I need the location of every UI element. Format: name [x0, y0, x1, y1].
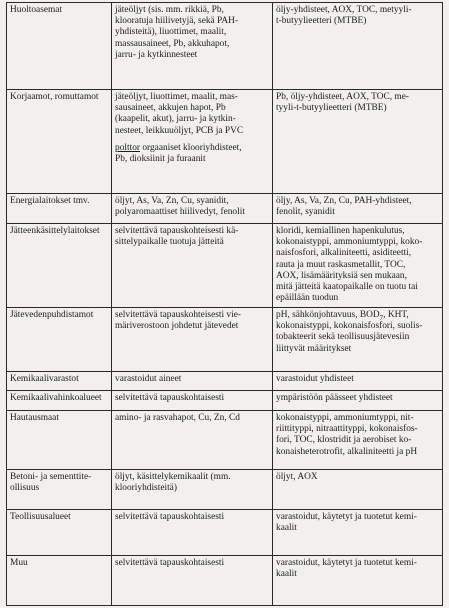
analyses-cell: kokonaistyppi, ammoniumtyppi, nit- riittityppi, nitraattityppi, kokonaisfos- fori, TOC, klostridit ja aerobiset ko- konaisheterotrofit, alkaliniteetti ja pH [273, 411, 443, 470]
analyses-cell: öljyt, AOX [273, 470, 443, 510]
substances-cell: jäteöljyt (sis. mm. rikkiä, Pb, klooratuja hiilivetyjä, sekä PAH- yhdisteitä), liuottimet, maalit, massausaineet, Pb, akkuhapot, jarru- ja kytkinnesteet [112, 3, 273, 90]
analyses-cell: varastoidut, käytetyt ja tuotetut kemi- kaalit [273, 510, 443, 556]
table-row [7, 90, 443, 194]
source-cell: Hautausmaat [7, 411, 112, 470]
source-cell: Kemikaalivahinkoalueet [7, 391, 112, 411]
analyses-cell: öljy, As, Va, Zn, Cu, PAH-yhdisteet, fenolit, syanidit [273, 194, 443, 224]
table-row [7, 411, 443, 470]
source-cell: Jätteenkäsittelylaitokset [7, 224, 112, 308]
substances-cell: öljyt, käsittelykemikaalit (mm. klooriyhdisteitä) [112, 470, 273, 510]
table-row [7, 470, 443, 510]
table-row [7, 194, 443, 224]
source-cell: Huoltoasemat [7, 3, 112, 90]
table-row [7, 3, 443, 90]
analyses-cell: varastoidut, käytetyt ja tuotetut kemi- kaalit [273, 556, 443, 606]
source-cell: Jätevedenpuhdistamot [7, 308, 112, 372]
table-row [7, 308, 443, 372]
substances-cell: amino- ja rasvahapot, Cu, Zn, Cd [112, 411, 273, 470]
table-row [7, 510, 443, 556]
substances-cell: selvitettävä tapauskohtaisesti [112, 391, 273, 411]
table-row [7, 556, 443, 606]
analyses-cell: Pb, öljy-yhdisteet, AOX, TOC, me- tyyli-t-butyylieetteri (MTBE) [273, 90, 443, 194]
substances-cell: selvitettävä tapauskohtaisesti [112, 510, 273, 556]
table-row [7, 224, 443, 308]
source-cell: Energialaitokset tmv. [7, 194, 112, 224]
substances-cell: varastoidut aineet [112, 372, 273, 391]
table-row [7, 391, 443, 411]
analyses-cell: öljy-yhdisteet, AOX, TOC, metyyli- t-butyylieetteri (MTBE) [273, 3, 443, 90]
analyses-cell: varastoidut yhdisteet [273, 372, 443, 391]
contamination-sources-table [6, 2, 443, 606]
source-cell: Muu [7, 556, 112, 606]
source-cell: Teollisuusalueet [7, 510, 112, 556]
source-cell: Betoni- ja sementtite- ollisuus [7, 470, 112, 510]
table-row [7, 372, 443, 391]
source-cell: Kemikaalivarastot [7, 372, 112, 391]
analyses-cell: kloridi, kemiallinen hapenkulutus, kokonaistyppi, ammoniumtyppi, koko- naisfosfori, alkaliniteetti, asiditeetti, rauta ja muut raskasmetallit, TOC, AOX, lisämäärityksiä sen mukaan, mitä jätteitä kaatopaikalle on tuotu tai epäillään tuodun [273, 224, 443, 308]
analyses-cell: ympäristöön päässeet yhdisteet [273, 391, 443, 411]
source-cell: Korjaamot, romuttamot [7, 90, 112, 194]
substances-cell: selvitettävä tapauskohtaisesti [112, 556, 273, 606]
substances-cell: selvitettävä tapauskohteisesti vie- märiverostoon johdetut jätevedet [112, 308, 273, 372]
substances-cell: selvitettävä tapauskohteisesti kä- sittelypaikalle tuotuja jätteitä [112, 224, 273, 308]
analyses-cell: pH, sähkönjohtavuus, $BOD_7$, KHT, kokonaistyppi, kokonaisfosfori, suolis- tobakteerit sekä teollisuusjätevesiin liittyvät määritykset [273, 308, 443, 372]
substances-cell: jäteöljyt, liuottimet, maalit, mas- sausaineet, akkujen hapot, Pb (kaapelit, akut), jarru- ja kytkin- nesteet, leikkuuöljyt, PCB ja PVC polttor orgaaniset klooriyhdisteet, Pb, dioksiinit ja furaanit [112, 90, 273, 194]
substances-cell: öljyt, As, Va, Zn, Cu, syanidit, polyaromaattiset hiilivedyt, fenolit [112, 194, 273, 224]
